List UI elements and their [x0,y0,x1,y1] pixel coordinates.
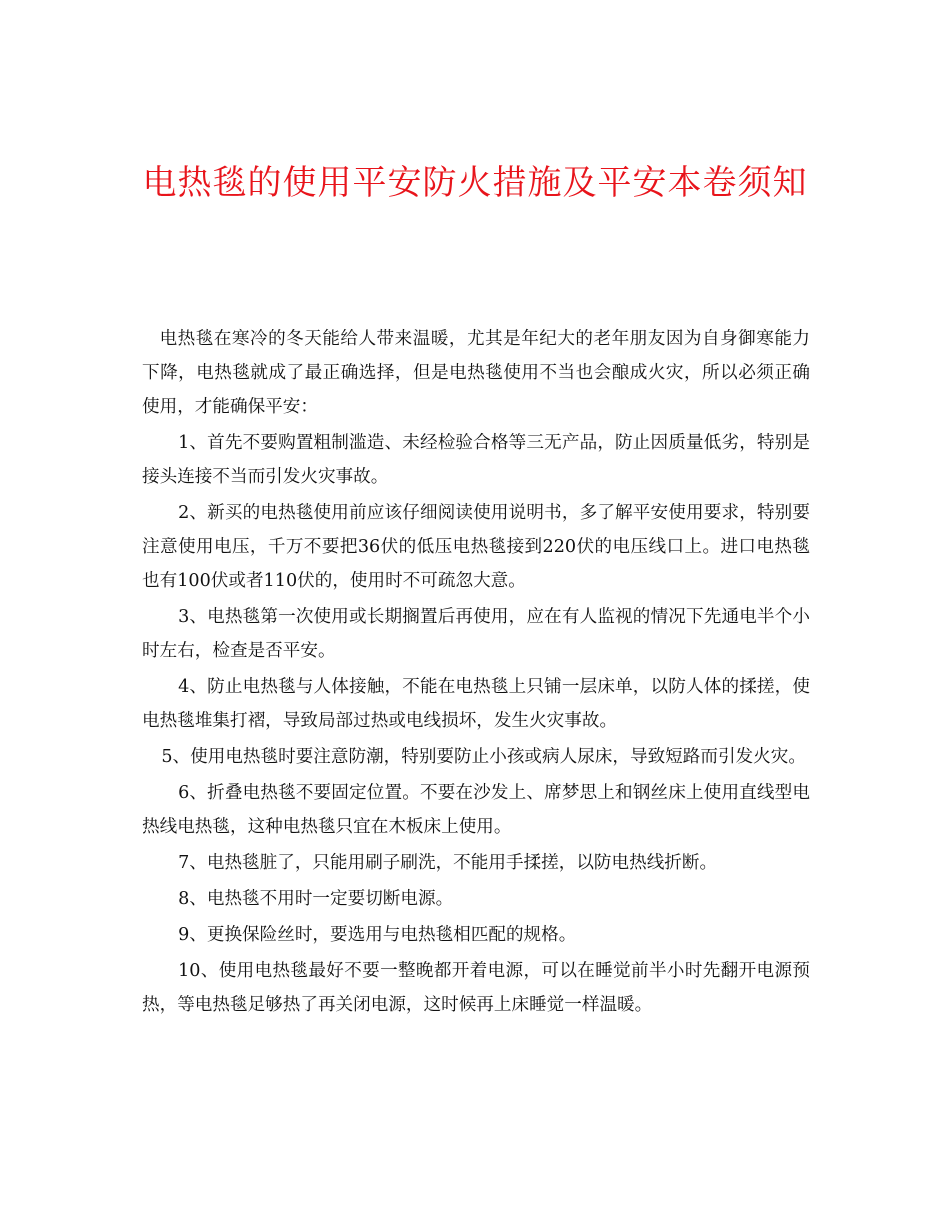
list-item-3: 3、电热毯第一次使用或长期搁置后再使用，应在有人监视的情况下先通电半个小时左右，检查是否平安。 [142,607,810,661]
list-item-5: 5、使用电热毯时要注意防潮，特别要防止小孩或病人尿床，导致短路而引发火灾。 [161,747,806,767]
document-body [142,322,810,1024]
list-item-4: 4、防止电热毯与人体接触，不能在电热毯上只铺一层床单，以防人体的揉搓，使电热毯堆集打褶，导致局部过热或电线损坏，发生火灾事故。 [142,677,810,731]
intro-paragraph: 电热毯在寒冷的冬天能给人带来温暖，尤其是年纪大的老年朋友因为自身御寒能力下降，电热毯就成了最正确选择，但是电热毯使用不当也会酿成火灾，所以必须正确使用，才能确保平安： [142,329,810,417]
list-item-8: 8、电热毯不用时一定要切断电源。 [178,889,454,909]
list-item-7: 7、电热毯脏了，只能用刷子刷洗，不能用手揉搓，以防电热线折断。 [178,853,718,873]
list-item-6: 6、折叠电热毯不要固定位置。不要在沙发上、席梦思上和钢丝床上使用直线型电热线电热毯，这种电热毯只宜在木板床上使用。 [142,783,810,837]
list-item-10: 10、使用电热毯最好不要一整晚都开着电源，可以在睡觉前半小时先翻开电源预热，等电热毯足够热了再关闭电源，这时候再上床睡觉一样温暖。 [142,961,810,1015]
list-item-1: 1、首先不要购置粗制滥造、未经检验合格等三无产品，防止因质量低劣，特别是接头连接不当而引发火灾事故。 [142,433,810,487]
list-item-9: 9、更换保险丝时，要选用与电热毯相匹配的规格。 [178,925,577,945]
list-item-2: 2、新买的电热毯使用前应该仔细阅读使用说明书，多了解平安使用要求，特别要注意使用电压，千万不要把36伏的低压电热毯接到220伏的电压线口上。进口电热毯也有100伏或者110伏的，使用时不可疏忽大意。 [142,503,810,591]
page-title: 电热毯的使用平安防火措施及平安本卷须知 [142,162,808,203]
